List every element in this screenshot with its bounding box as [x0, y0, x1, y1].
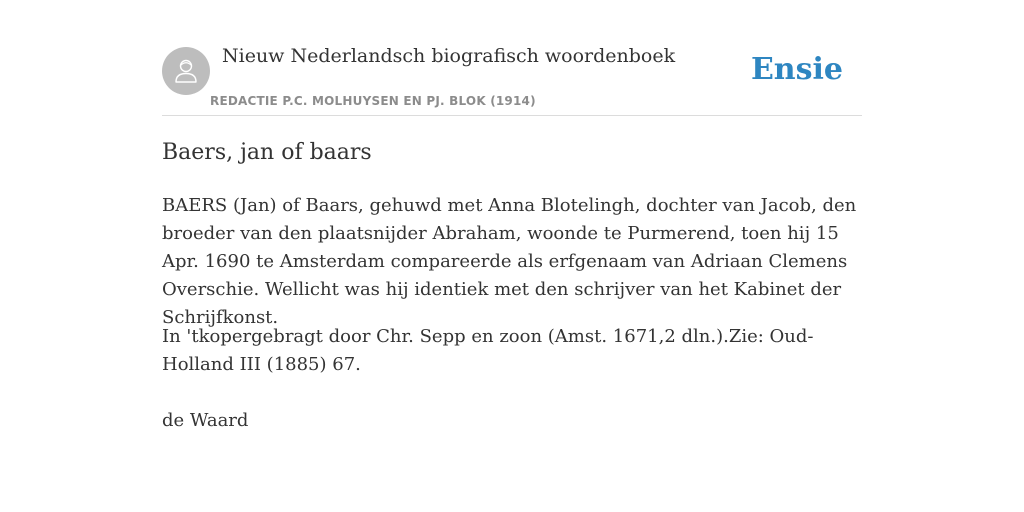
avatar[interactable] — [162, 47, 210, 95]
editors-label: REDACTIE P.C. MOLHUYSEN EN PJ. BLOK (1914) — [210, 94, 536, 108]
ensie-logo[interactable]: Ensie — [750, 52, 843, 87]
source-header — [162, 0, 862, 116]
book-title[interactable]: Nieuw Nederlandsch biografisch woordenboek — [222, 45, 676, 67]
user-icon — [171, 56, 201, 86]
article-paragraph: BAERS (Jan) of Baars, gehuwd met Anna Blotelingh, dochter van Jacob, den broeder van den plaatsnijder Abraham, woonde te Purmerend, toen hij 15 Apr. 1690 te Amsterdam compareerde als erfgenaam van Adriaan Clemens Overschie. Wellicht was hij identiek met den schrijver van het Kabinet der Schrijfkonst. — [162, 195, 857, 328]
article-title: Baers, jan of baars — [162, 140, 372, 165]
page-container — [162, 0, 862, 512]
article-paragraph: In 'tkopergebragt door Chr. Sepp en zoon (Amst. 1671,2 dln.).Zie: Oud- Holland III (1885) 67. — [162, 326, 814, 375]
article-author: de Waard — [162, 410, 249, 431]
